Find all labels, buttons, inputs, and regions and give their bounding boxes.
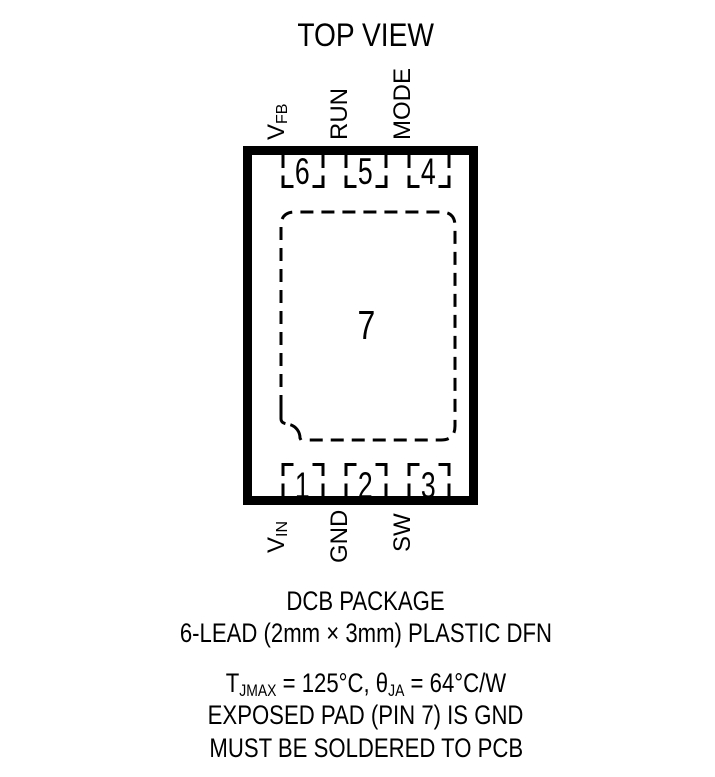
pin-number-1-digit: 1 [295,464,310,506]
pin-label-vfb-subscript: FB [274,103,291,124]
pin-label-gnd [327,510,353,563]
pin-label-mode [390,68,416,140]
package-caption-description-text: 6-LEAD (2mm × 3mm) PLASTIC DFN [179,618,553,648]
exposed-pad-number [336,301,396,349]
exposed-pad-note-text: EXPOSED PAD (PIN 7) IS GND [208,700,524,730]
thermal-theta-value: = 64°C/W [404,668,507,698]
pin-label-sw [390,513,416,552]
pin-number-3 [407,463,450,506]
package-caption-name-text: DCB PACKAGE [286,586,446,616]
figure-title-text: TOP VIEW [297,17,435,53]
pin-label-vfb [264,104,290,140]
pin-number-2-digit: 2 [358,464,373,506]
pin-number-1 [281,463,324,506]
pin-label-vfb-main: V [263,123,290,140]
pin-label-vin-subscript: IN [274,520,291,537]
exposed-pad-corner-notch [281,407,301,440]
thermal-t-symbol: T [225,668,240,698]
pin-number-6-digit: 6 [295,150,310,192]
pin-number-6 [281,150,324,192]
pin-number-4-digit: 4 [421,150,436,192]
pin-label-run-main: RUN [326,88,353,140]
pin-number-3-digit: 3 [421,464,436,506]
pin-number-5 [344,150,387,192]
thermal-theta-symbol: θ [375,668,389,698]
pin-number-2 [344,463,387,506]
thermal-t-value: = 125°C, [276,668,376,698]
exposed-pad-digit: 7 [357,301,375,348]
solder-note-text: MUST BE SOLDERED TO PCB [209,733,523,763]
thermal-t-subscript: JMAX [239,681,277,700]
solder-note [8,733,715,763]
pin-label-run [327,88,353,140]
package-caption-name [8,586,715,616]
package-caption-description [8,618,715,648]
pin-label-vin-main: V [263,536,290,553]
pin-label-mode-main: MODE [389,68,416,140]
thermal-theta-subscript: JA [388,681,405,700]
pin-number-4 [407,150,450,192]
pin-label-sw-main: SW [389,513,416,552]
pin-number-5-digit: 5 [358,150,373,192]
pin-label-vin [264,521,290,553]
pin-label-gnd-main: GND [326,509,353,563]
exposed-pad-note [8,700,715,730]
